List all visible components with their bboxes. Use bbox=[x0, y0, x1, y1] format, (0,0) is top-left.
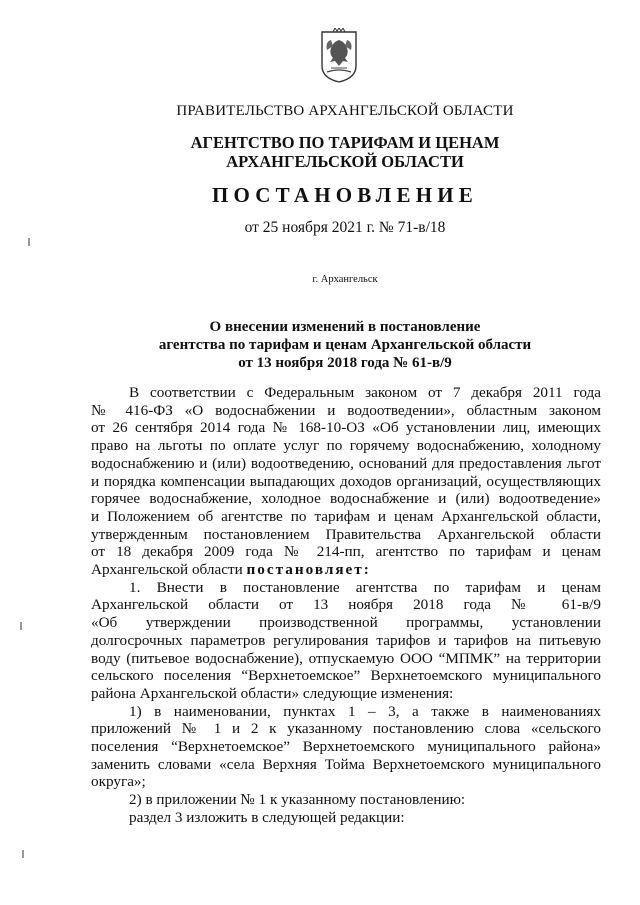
document-body bbox=[91, 384, 601, 827]
coat-of-arms-icon bbox=[319, 28, 359, 84]
text-line: утвержденным постановлением Правительства Архангельской области bbox=[91, 525, 601, 543]
government-name: ПРАВИТЕЛЬСТВО АРХАНГЕЛЬСКОЙ ОБЛАСТИ bbox=[176, 103, 514, 119]
text-line bbox=[91, 561, 601, 579]
text-line: от 26 сентября 2014 года № 168-10-ОЗ «Об установлении лиц, имеющих bbox=[91, 419, 601, 437]
text-line: Архангельской области от 13 ноября 2018 года № 61-в/9 bbox=[91, 596, 601, 614]
text-line: В соответствии с Федеральным законом от 7 декабря 2011 года bbox=[129, 384, 601, 401]
text-line: право на льготы по оплате услуг по горячему водоснабжению, холодному bbox=[91, 437, 601, 455]
scan-mark bbox=[22, 850, 24, 858]
text-line: раздел 3 изложить в следующей редакции: bbox=[129, 808, 405, 826]
text-line: поселения “Верхнетоемское” Верхнетоемского муниципального района» bbox=[91, 738, 601, 756]
agency-name bbox=[90, 133, 600, 171]
subject-line3: от 13 ноября 2018 года № 61-в/9 bbox=[238, 355, 452, 371]
text-line: от 18 декабря 2009 года № 214-пп, агентство по тарифам и ценам bbox=[91, 543, 601, 561]
text-line: округа»; bbox=[91, 773, 146, 791]
text-line: и Положением об агентстве по тарифам и ценам Архангельской области, bbox=[91, 507, 601, 525]
text-line: водоснабжению и (или) водоотведению, оснований для предоставления льгот bbox=[91, 454, 601, 472]
text-line: долгосрочных параметров регулирования тарифов и тарифов на питьевую bbox=[91, 631, 601, 649]
resolution-prefix: Архангельской области bbox=[91, 561, 247, 579]
resolution-keyword: постановляет: bbox=[246, 561, 371, 579]
subject-line2: агентства по тарифам и ценам Архангельской области bbox=[158, 337, 532, 353]
subitem-1-paragraph bbox=[91, 703, 601, 792]
text-line: воду (питьевое водоснабжение), отпускаемую ООО “МПМК” на территории bbox=[91, 649, 601, 667]
document-type: ПОСТАНОВЛЕНИЕ bbox=[211, 183, 479, 207]
text-line: и порядка компенсации выпадающих доходов организаций, осуществляющих bbox=[91, 472, 601, 490]
document-city: г. Архангельск bbox=[312, 274, 378, 285]
text-line: горячее водоснабжение, холодное водоснабжение и (или) водоотведение» bbox=[91, 490, 601, 508]
text-line: «Об утверждении производственной программы, установлении bbox=[91, 614, 601, 632]
section-3-paragraph bbox=[91, 809, 601, 827]
text-line: 2) в приложении № 1 к указанному постановлению: bbox=[129, 791, 466, 809]
text-line: приложений № 1 и 2 к указанному постановлению слова «сельского bbox=[91, 720, 601, 738]
scan-mark bbox=[20, 622, 22, 630]
subitem-2-paragraph bbox=[91, 791, 601, 809]
text-line: 1. Внести в постановление агентства по тарифам и ценам bbox=[129, 578, 601, 596]
text-line: 1) в наименовании, пунктах 1 – 3, а также в наименованиях bbox=[129, 702, 601, 720]
text-line: района Архангельской области» следующие изменения: bbox=[91, 684, 454, 702]
subject-line1: О внесении изменений в постановление bbox=[209, 319, 481, 335]
item-1-paragraph bbox=[91, 579, 601, 703]
text-line: сельского поселения “Верхнетоемское” Верхнетоемского муниципального bbox=[91, 667, 601, 685]
text-line: заменить словами «села Верхняя Тойма Верхнетоемского муниципального bbox=[91, 755, 601, 773]
text-line: № 416-ФЗ «О водоснабжении и водоотведении», областным законом bbox=[91, 401, 601, 419]
document-date-number: от 25 ноября 2021 г. № 71-в/18 bbox=[244, 219, 446, 236]
agency-name-line2: АРХАНГЕЛЬСКОЙ ОБЛАСТИ bbox=[226, 152, 464, 171]
scan-mark bbox=[28, 238, 30, 246]
preamble-paragraph bbox=[91, 384, 601, 579]
document-subject bbox=[90, 318, 600, 372]
agency-name-line1: АГЕНТСТВО ПО ТАРИФАМ И ЦЕНАМ bbox=[190, 133, 500, 152]
